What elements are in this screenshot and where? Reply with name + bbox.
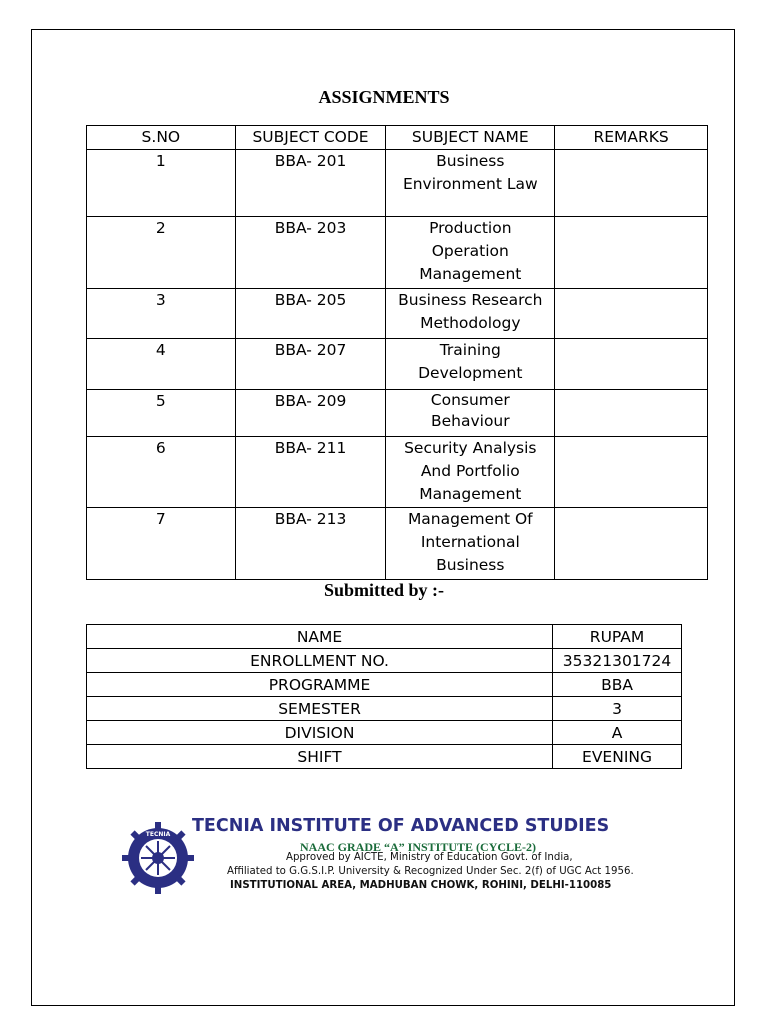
info-row-name	[87, 625, 682, 649]
header-sno: S.NO	[87, 126, 236, 150]
table-row	[87, 150, 708, 217]
cell-remarks	[555, 508, 708, 580]
info-label: NAME	[87, 625, 553, 649]
institute-letterhead	[120, 816, 680, 896]
cell-subject-name: Management Of International Business	[386, 508, 555, 580]
cell-subject-name: Security Analysis And Portfolio Management	[386, 437, 555, 508]
info-label: PROGRAMME	[87, 673, 553, 697]
table-row	[87, 508, 708, 580]
info-row-programme	[87, 673, 682, 697]
info-row-shift	[87, 745, 682, 769]
page-title: ASSIGNMENTS	[318, 87, 450, 107]
assignments-table	[86, 125, 708, 580]
cell-subject-name: Business Environment Law	[386, 150, 555, 217]
cell-subject-code: BBA- 209	[235, 390, 386, 437]
table-row	[87, 217, 708, 289]
header-subject-name: SUBJECT NAME	[386, 126, 555, 150]
emblem-text: TECNIA	[145, 831, 171, 838]
info-value: EVENING	[553, 745, 682, 769]
table-row	[87, 390, 708, 437]
info-row-enrollment	[87, 649, 682, 673]
info-row-semester	[87, 697, 682, 721]
cell-remarks	[555, 339, 708, 390]
cell-subject-code: BBA- 201	[235, 150, 386, 217]
table-row	[87, 437, 708, 508]
institute-emblem-icon	[120, 820, 196, 896]
institute-name: TECNIA INSTITUTE OF ADVANCED STUDIES	[192, 816, 610, 836]
table-header-row	[87, 126, 708, 150]
info-value: RUPAM	[553, 625, 682, 649]
table-row	[87, 339, 708, 390]
cell-subject-code: BBA- 211	[235, 437, 386, 508]
info-value: 3	[553, 697, 682, 721]
cell-sno: 2	[87, 217, 236, 289]
info-label: SHIFT	[87, 745, 553, 769]
cell-sno: 1	[87, 150, 236, 217]
cell-subject-name: Business Research Methodology	[386, 289, 555, 339]
info-label: SEMESTER	[87, 697, 553, 721]
info-label: DIVISION	[87, 721, 553, 745]
cell-sno: 5	[87, 390, 236, 437]
cell-sno: 4	[87, 339, 236, 390]
cell-subject-name: Training Development	[386, 339, 555, 390]
institute-affiliation: Affiliated to G.G.S.I.P. University & Recognized Under Sec. 2(f) of UGC Act 1956.	[227, 866, 634, 877]
institute-approval: Approved by AICTE, Ministry of Education Govt. of India,	[286, 852, 573, 863]
institute-address: INSTITUTIONAL AREA, MADHUBAN CHOWK, ROHINI, DELHI-110085	[230, 880, 612, 891]
cell-subject-code: BBA- 205	[235, 289, 386, 339]
cell-remarks	[555, 150, 708, 217]
submitted-by-heading: Submitted by :-	[323, 580, 444, 600]
institute-grade: NAAC GRADE “A” INSTITUTE (CYCLE-2)	[300, 840, 537, 854]
header-remarks: REMARKS	[555, 126, 708, 150]
cell-subject-code: BBA- 207	[235, 339, 386, 390]
table-row	[87, 289, 708, 339]
cell-remarks	[555, 217, 708, 289]
cell-subject-name: Production Operation Management	[386, 217, 555, 289]
info-value: BBA	[553, 673, 682, 697]
cell-subject-code: BBA- 203	[235, 217, 386, 289]
cell-remarks	[555, 437, 708, 508]
cell-remarks	[555, 390, 708, 437]
info-value: A	[553, 721, 682, 745]
header-subject-code: SUBJECT CODE	[235, 126, 386, 150]
cell-subject-code: BBA- 213	[235, 508, 386, 580]
info-label: ENROLLMENT NO.	[87, 649, 553, 673]
cell-sno: 7	[87, 508, 236, 580]
cell-subject-name: Consumer Behaviour	[386, 390, 555, 437]
info-value: 35321301724	[553, 649, 682, 673]
cell-remarks	[555, 289, 708, 339]
cell-sno: 6	[87, 437, 236, 508]
cell-sno: 3	[87, 289, 236, 339]
info-row-division	[87, 721, 682, 745]
student-info-table	[86, 624, 682, 769]
